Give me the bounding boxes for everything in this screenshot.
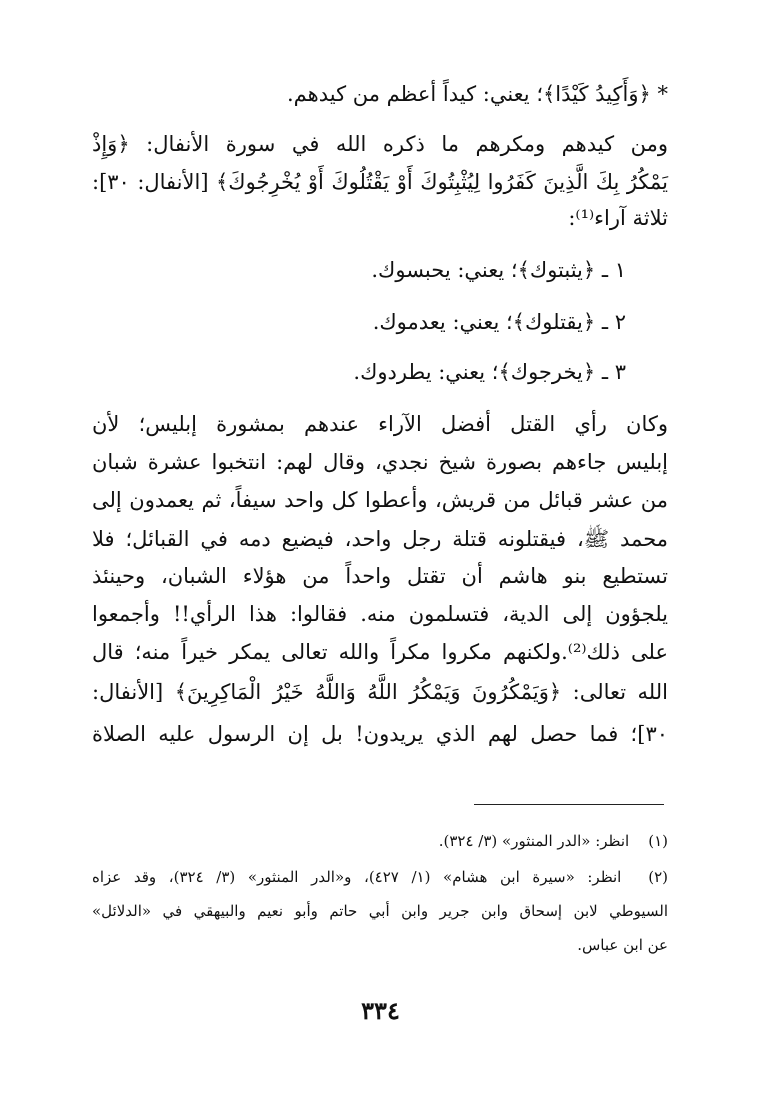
footnote-text: انظر: «الدر المنثور» (٣/ ٣٢٤). [438, 832, 630, 850]
body-line-3: يَمْكُرُ بِكَ الَّذِينَ كَفَرُوا لِيُثْبِتُوكَ أَوْ يَقْتُلُوكَ أَوْ يُخْرِجُوكَ﴾ [الأنفال: ٣٠]: [92, 170, 668, 194]
footnote-1 [439, 832, 668, 850]
body-line-1: * ﴿وَأَكِيدُ كَيْدًا﴾؛ يعني: كيداً أعظم من كيدهم. [286, 82, 668, 106]
body-line-2: ومن كيدهم ومكرهم ما ذكره الله في سورة الأنفال: ﴿وَإِذْ [92, 132, 668, 156]
body-line-16: ٣٠]؛ فما حصل لهم الذي يريدون! بل إن الرسول عليه الصلاة [92, 722, 668, 746]
body-line-11: محمد ﷺ، فيقتلونه قتلة رجل واحد، فيضيع دمه في القبائل؛ فلا [92, 527, 668, 551]
footnote-2-cont-2: عن ابن عباس. [577, 936, 668, 954]
body-line-12: تستطيع بنو هاشم أن تقتل واحداً من هؤلاء الشبان، وحينئذ [92, 564, 668, 588]
footnote-number: (١) [648, 832, 668, 850]
footnote-2 [92, 868, 668, 886]
footnote-text: انظر: «سيرة ابن هشام» (١/ ٤٢٧)، و«الدر المنثور» (٣/ ٣٢٤)، وقد عزاه [92, 868, 622, 886]
body-line-10: من عشر قبائل من قريش، وأعطوا كل واحد سيفاً، ثم يعمدون إلى [92, 488, 668, 512]
body-line-9: إبليس جاءهم بصورة شيخ نجدي، وقال لهم: انتخبوا عشرة شبان [92, 450, 668, 474]
body-line-14: على ذلك⁽²⁾.ولكنهم مكروا مكراً والله تعالى يمكر خيراً منه؛ قال [92, 640, 668, 664]
body-line-13: يلجؤون إلى الدية، فتسلمون منه. فقالوا: هذا الرأي!! وأجمعوا [92, 602, 668, 626]
body-line-5: ١ ـ ﴿يثبتوك﴾؛ يعني: يحبسوك. [371, 258, 626, 282]
body-line-4: ثلاثة آراء⁽¹⁾: [568, 206, 668, 230]
body-line-7: ٣ ـ ﴿يخرجوك﴾؛ يعني: يطردوك. [353, 360, 626, 384]
footnote-number: (٢) [648, 868, 668, 886]
body-line-6: ٢ ـ ﴿يقتلوك﴾؛ يعني: يعدموك. [372, 310, 626, 334]
footnote-2-cont-1: السيوطي لابن إسحاق وابن جرير وابن أبي حاتم وأبو نعيم والبيهقي في «الدلائل» [92, 902, 668, 920]
body-line-15: الله تعالى: ﴿وَيَمْكُرُونَ وَيَمْكُرُ اللَّهُ وَاللَّهُ خَيْرُ الْمَاكِرِينَ﴾ [الأنفال: [92, 680, 668, 704]
body-line-8: وكان رأي القتل أفضل الآراء عندهم بمشورة إبليس؛ لأن [92, 412, 668, 436]
page-number: ٣٣٤ [361, 996, 400, 1025]
footnote-separator [474, 804, 664, 805]
